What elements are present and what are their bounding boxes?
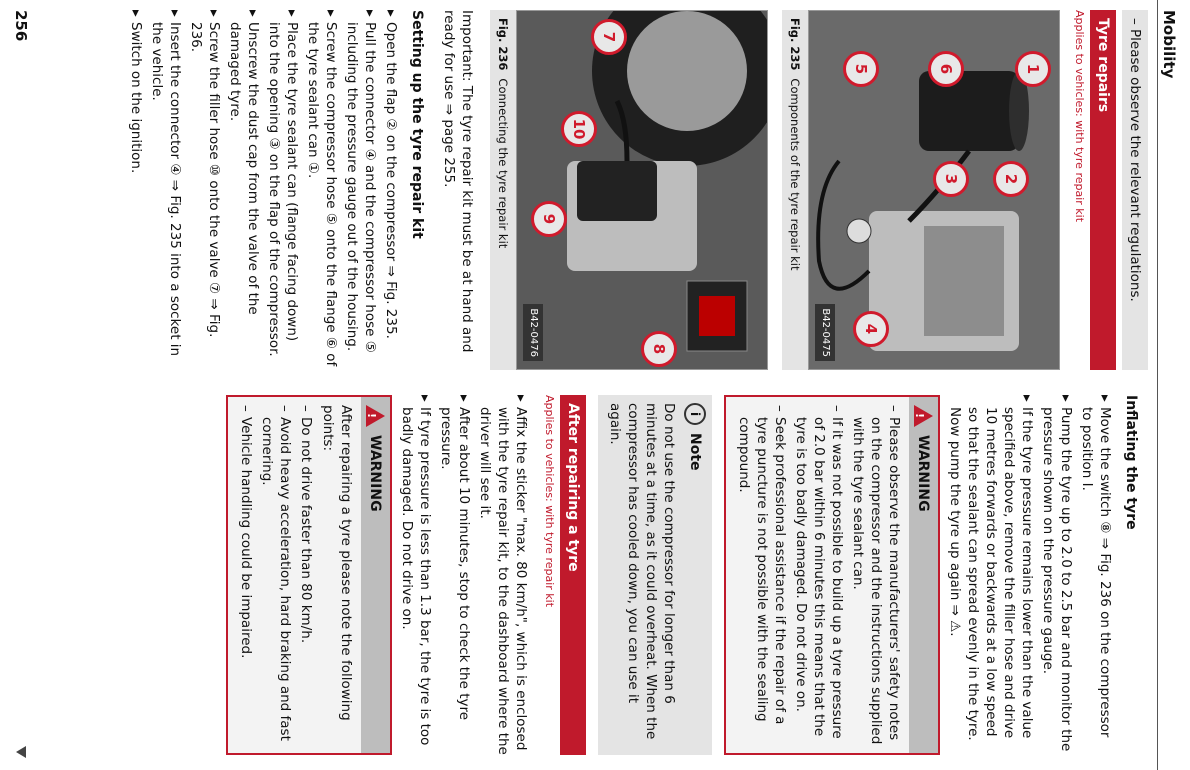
callout-3: 3 bbox=[933, 161, 969, 197]
warning-item: – Seek professional assistance if the repair of a tyre puncture is not possible with the sealing compound. bbox=[735, 405, 789, 745]
callout-10: 10 bbox=[561, 111, 597, 147]
figure-code: B42-0476 bbox=[523, 304, 543, 361]
setup-step: ▸ Pull the connector ④ and the compressor hose ⑤ including the pressure gauge out of the housing. bbox=[343, 10, 379, 370]
note-text: Do not use the compressor for longer than 6 minutes at a time, as it could overheat. When the compressor has cooled down, you can use it again. bbox=[607, 403, 677, 740]
callout-2: 2 bbox=[993, 161, 1029, 197]
left-column bbox=[124, 10, 1148, 370]
note-header: i Note bbox=[678, 395, 712, 755]
figure-236 bbox=[516, 10, 768, 370]
note-box bbox=[598, 395, 712, 755]
setup-step: ▸ Unscrew the dust cap from the valve of the damaged tyre. bbox=[226, 10, 262, 370]
inflating-heading: Inflating the tyre bbox=[1123, 395, 1139, 530]
warning-intro: After repairing a tyre please note the following points: bbox=[320, 405, 354, 721]
warning-header: ! WARNING bbox=[909, 397, 938, 753]
setup-steps bbox=[127, 10, 400, 370]
after-repair-applies: Applies to vehicles: with tyre repair kit bbox=[543, 395, 556, 608]
figure-code: B42-0475 bbox=[815, 304, 835, 361]
callout-7: 7 bbox=[591, 19, 627, 55]
setup-heading: Setting up the tyre repair kit bbox=[409, 10, 425, 239]
callout-5: 5 bbox=[843, 51, 879, 87]
warning-item: – If it was not possible to build up a tyre pressure of 2.0 bar within 6 minutes this means that the tyre is too badly damaged. Do not drive on. bbox=[792, 405, 846, 745]
after-step: ▸ Affix the sticker "max. 80 km/h", which is enclosed with the tyre repair kit, to the dashboard where the driver will see it. bbox=[476, 395, 530, 755]
intro-bar: – Please observe the relevant regulations. bbox=[1122, 10, 1148, 370]
callout-1: 1 bbox=[1015, 51, 1051, 87]
tyre-repairs-heading: Tyre repairs bbox=[1090, 10, 1116, 370]
setup-step: ▸ Place the tyre sealant can (flange facing down) into the opening ③ on the flap of the compressor. bbox=[265, 10, 301, 370]
setup-step: ▸ Open the flap ② on the compressor ⇒ Fig. 235. bbox=[382, 10, 400, 370]
figure-235-caption: Fig. 235Components of the tyre repair kit bbox=[782, 10, 808, 370]
after-step: ▸ If tyre pressure is less than 1.3 bar, the tyre is too badly damaged. Do not drive on. bbox=[398, 395, 434, 755]
tyre-repairs-applies: Applies to vehicles: with tyre repair kit bbox=[1073, 10, 1086, 223]
setup-step: ▸ Screw the filler hose ⑩ onto the valve ⑦ ⇒ Fig. 236. bbox=[187, 10, 223, 370]
setup-step: ▸ Switch on the ignition. bbox=[127, 10, 145, 370]
callout-4: 4 bbox=[853, 311, 889, 347]
inflating-step: ▸ Pump the tyre up to 2.0 to 2.5 bar and monitor the pressure shown on the pressure gauge. bbox=[1039, 395, 1075, 755]
inflating-step: ▸ Move the switch ⑧ ⇒ Fig. 236 on the compressor to position I. bbox=[1078, 395, 1114, 755]
after-step: ▸ After about 10 minutes, stop to check the tyre pressure. bbox=[437, 395, 473, 755]
warning-box-2 bbox=[226, 395, 392, 755]
warning-triangle-icon: ! bbox=[366, 405, 385, 427]
continue-arrow-icon bbox=[16, 746, 26, 758]
setup-step: ▸ Screw the compressor hose ⑤ onto the flange ⑥ of the tyre sealant can ①. bbox=[304, 10, 340, 370]
section-header: Mobility bbox=[1160, 10, 1178, 79]
after-repair-heading: After repairing a tyre bbox=[560, 395, 586, 755]
warning-item: – Do not drive faster than 80 km/h. bbox=[297, 405, 315, 745]
page-number: 256 bbox=[12, 10, 30, 42]
figure-235 bbox=[808, 10, 1060, 370]
warning-box-1 bbox=[724, 395, 940, 755]
header-rule bbox=[1157, 0, 1158, 770]
warning-header: ! WARNING bbox=[361, 397, 390, 753]
right-column bbox=[214, 395, 1148, 755]
warning-triangle-icon: ! bbox=[914, 405, 933, 427]
warning-item: – Avoid heavy acceleration, hard braking and fast cornering. bbox=[258, 405, 294, 745]
callout-9: 9 bbox=[531, 201, 567, 237]
setup-step: ▸ Insert the connector ④ ⇒ Fig. 235 into a socket in the vehicle. bbox=[148, 10, 184, 370]
inflating-step: ▸ If the tyre pressure remains lower than the value specified above, remove the filler hose and drive 10 metres forwards or backwards at a low speed so that the sealant can spread evenly in the tyre. Now pump the tyre up again ⇒ ⚠. bbox=[946, 395, 1036, 755]
important-note: Important: The tyre repair kit must be at hand and ready for use ⇒ page 255. bbox=[441, 10, 475, 353]
figure-236-caption: Fig. 236Connecting the tyre repair kit bbox=[490, 10, 516, 370]
callout-8: 8 bbox=[641, 331, 677, 367]
warning-item: – Vehicle handling could be impaired. bbox=[237, 405, 255, 745]
callout-6: 6 bbox=[928, 51, 964, 87]
tyre-kit-connection-illustration bbox=[517, 11, 767, 370]
info-icon: i bbox=[684, 403, 706, 425]
warning-item: – Please observe the manufacturers' safety notes on the compressor and the instructions supplied with the tyre sealant can. bbox=[849, 405, 903, 745]
